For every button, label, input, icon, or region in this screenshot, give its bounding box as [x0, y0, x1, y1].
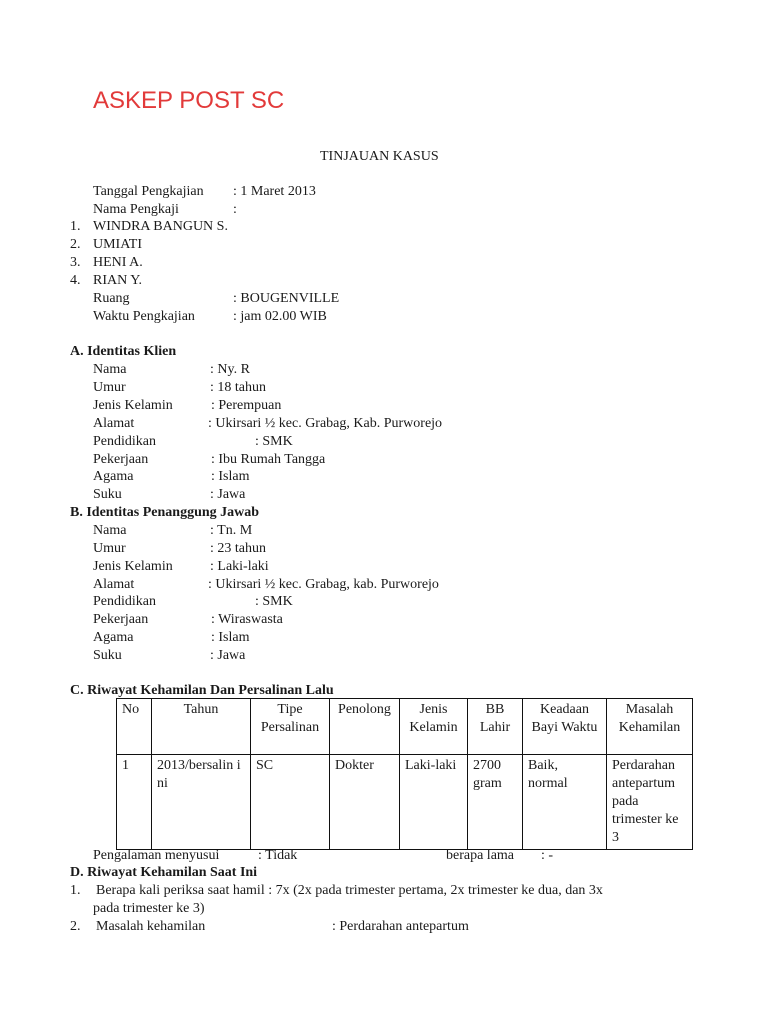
pengkaji-number: 2.	[70, 237, 81, 252]
riwayat-ini-heading: D. Riwayat Kehamilan Saat Ini	[70, 865, 258, 880]
penanggung-label: Pekerjaan	[93, 612, 149, 627]
periksa-line: Berapa kali periksa saat hamil : 7x (2x pada trimester pertama, 2x trimester ke dua, dan 3x	[96, 883, 603, 898]
identitas-penanggung-heading: B. Identitas Penanggung Jawab	[70, 505, 260, 520]
klien-label: Pendidikan	[93, 434, 156, 449]
table-cell: Baik, normal	[523, 755, 607, 850]
menyusui-value: : Tidak	[258, 848, 298, 863]
menyusui-label: Pengalaman menyusui	[93, 848, 220, 863]
header-cell: Tipe Persalinan	[251, 699, 330, 755]
header-cell: Penolong	[330, 699, 400, 755]
riwayat-lalu-heading: C. Riwayat Kehamilan Dan Persalinan Lalu	[70, 683, 334, 698]
penanggung-label: Alamat	[93, 577, 135, 592]
penanggung-label: Umur	[93, 541, 126, 556]
penanggung-label: Agama	[93, 630, 134, 645]
klien-label: Jenis Kelamin	[93, 398, 173, 413]
tanggal-label: Tanggal Pengkajian	[93, 184, 204, 199]
waktu-label: Waktu Pengkajian	[93, 309, 195, 324]
penanggung-label: Nama	[93, 523, 127, 538]
penanggung-label: Jenis Kelamin	[93, 559, 173, 574]
klien-value: : Jawa	[210, 487, 246, 502]
klien-value: : Ibu Rumah Tangga	[211, 452, 326, 467]
table-cell: Dokter	[330, 755, 400, 850]
pengkaji-name: UMIATI	[93, 237, 142, 252]
lama-label: berapa lama	[446, 848, 515, 863]
pengkaji-number: 1.	[70, 219, 81, 234]
waktu-value: : jam 02.00 WIB	[233, 309, 327, 324]
klien-label: Alamat	[93, 416, 135, 431]
klien-value: : Ny. R	[210, 362, 250, 377]
ruang-value: : BOUGENVILLE	[233, 291, 340, 306]
item-number: 1.	[70, 883, 81, 898]
identitas-klien-heading: A. Identitas Klien	[70, 344, 177, 359]
table-cell: Perdarahan antepartum pada trimester ke 3	[607, 755, 693, 850]
nama-pengkaji-value: :	[233, 202, 237, 217]
document-title: ASKEP POST SC	[93, 87, 285, 114]
klien-label: Agama	[93, 469, 134, 484]
header-cell: No	[117, 699, 152, 755]
klien-label: Suku	[93, 487, 122, 502]
klien-label: Nama	[93, 362, 127, 377]
penanggung-value: : Islam	[211, 630, 250, 645]
pengkaji-name: WINDRA BANGUN S.	[93, 219, 228, 234]
header-cell: Keadaan Bayi Waktu	[523, 699, 607, 755]
riwayat-table	[116, 698, 693, 850]
pengkaji-name: HENI A.	[93, 255, 143, 270]
header-cell: Tahun	[152, 699, 251, 755]
klien-label: Pekerjaan	[93, 452, 149, 467]
item-number: 2.	[70, 919, 81, 934]
klien-value: : SMK	[255, 434, 293, 449]
nama-pengkaji-label: Nama Pengkaji	[93, 202, 179, 217]
klien-value: : Perempuan	[211, 398, 282, 413]
pengkaji-name: RIAN Y.	[93, 273, 143, 288]
tanggal-value: : 1 Maret 2013	[233, 184, 316, 199]
penanggung-value: : Laki-laki	[210, 559, 269, 574]
table-cell: 1	[117, 755, 152, 850]
penanggung-value: : 23 tahun	[210, 541, 266, 556]
pengkaji-number: 3.	[70, 255, 81, 270]
penanggung-label: Suku	[93, 648, 122, 663]
penanggung-value: : Jawa	[210, 648, 246, 663]
masalah-value: : Perdarahan antepartum	[332, 919, 469, 934]
table-header-row	[117, 699, 693, 755]
penanggung-label: Pendidikan	[93, 594, 156, 609]
penanggung-value: : Tn. M	[210, 523, 253, 538]
lama-value: : -	[541, 848, 554, 863]
klien-value: : Islam	[211, 469, 250, 484]
klien-value: : Ukirsari ½ kec. Grabag, Kab. Purworejo	[208, 416, 443, 431]
periksa-line-cont: pada trimester ke 3)	[93, 901, 205, 916]
table-row	[117, 755, 693, 850]
penanggung-value: : SMK	[255, 594, 293, 609]
header-cell: Jenis Kelamin	[400, 699, 468, 755]
klien-value: : 18 tahun	[210, 380, 266, 395]
header-cell: Masalah Kehamilan	[607, 699, 693, 755]
section-heading: TINJAUAN KASUS	[320, 149, 439, 164]
header-cell: BB Lahir	[468, 699, 523, 755]
ruang-label: Ruang	[93, 291, 130, 306]
table-cell: SC	[251, 755, 330, 850]
table-cell: 2700 gram	[468, 755, 523, 850]
penanggung-value: : Ukirsari ½ kec. Grabag, kab. Purworejo	[208, 577, 439, 592]
masalah-label: Masalah kehamilan	[96, 919, 206, 934]
table-cell: 2013/bersalin ini	[152, 755, 251, 850]
table-cell: Laki-laki	[400, 755, 468, 850]
pengkaji-number: 4.	[70, 273, 81, 288]
penanggung-value: : Wiraswasta	[211, 612, 283, 627]
klien-label: Umur	[93, 380, 126, 395]
